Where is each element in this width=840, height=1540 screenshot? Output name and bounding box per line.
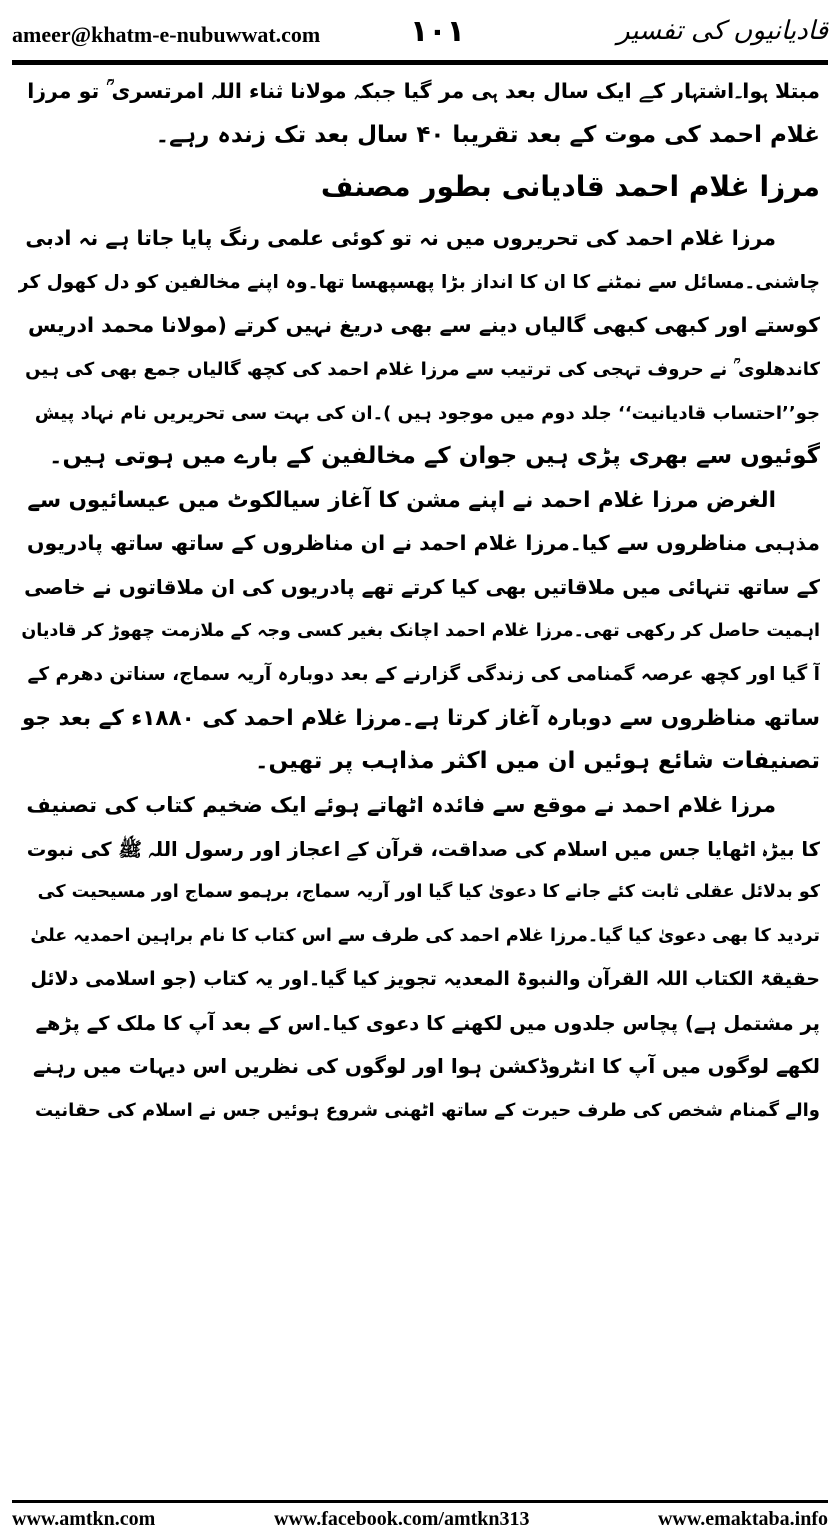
text-line: اہمیت حاصل کر رکھی تھی۔مرزا غلام احمد اچانک بغیر کسی وجہ کے ملازمت چھوڑ کر قادیان <box>21 620 820 641</box>
text-line: کے ساتھ تنہائی میں ملاقاتیں بھی کیا کرتے تھے پادریوں کی ان ملاقاتوں نے خاصی <box>24 574 820 599</box>
text-line: حقیقۃ الکتاب اللہ القرآن والنبوۃ المعدیہ تجویز کیا گیا۔اور یہ کتاب (جو اسلامی دلائل <box>30 968 820 991</box>
text-line: الغرض مرزا غلام احمد نے اپنے مشن کا آغاز سیالکوٹ میں عیسائیوں سے <box>27 487 776 513</box>
text-line: چاشنی۔مسائل سے نمٹنے کا ان کا انداز بڑا پھسپھسا تھا۔وہ اپنے مخالفین کو دل کھول کر <box>18 271 820 293</box>
page-body <box>18 70 820 1133</box>
section-heading: مرزا غلام احمد قادیانی بطور مصنف <box>320 170 820 204</box>
text-line: کاندھلوی ؒ نے حروف تہجی کی ترتیب سے مرزا غلام احمد کی کچھ گالیاں جمع بھی کی ہیں <box>25 358 820 380</box>
text-line: آ گیا اور کچھ عرصہ گمنامی کی زندگی گزارنے کے بعد دوبارہ آریہ سماج، سناتن دھرم کے <box>27 664 820 686</box>
footer-rule <box>12 1500 828 1503</box>
page-header <box>12 14 828 54</box>
book-title: قادیانیوں کی تفسیر <box>616 16 828 46</box>
footer-link-amtkn[interactable]: www.amtkn.com <box>12 1508 156 1530</box>
text-line: لکھے لوگوں میں آپ کا انٹروڈکشن ہوا اور لوگوں کی نظریں اس دیہات میں رہنے <box>33 1054 820 1079</box>
header-rule <box>12 60 828 65</box>
page-footer <box>12 1508 828 1536</box>
text-line: والے گمنام شخص کی طرف حیرت کے ساتھ اٹھنی شروع ہوئیں جس نے اسلام کی حقانیت <box>34 1100 820 1122</box>
text-line: کا بیڑہ اٹھایا جس میں اسلام کی صداقت، قرآن کے اعجاز اور رسول اللہ ﷺ کی نبوت <box>26 837 820 861</box>
text-line: مبتلا ہوا۔اشتہار کے ایک سال بعد ہی مر گیا جبکہ مولانا ثناء اللہ امرتسری ؒ تو مرزا <box>27 79 820 103</box>
text-line: گوئیوں سے بھری پڑی ہیں جوان کے مخالفین کے بارے میں ہوتی ہیں۔ <box>49 443 820 470</box>
text-line: غلام احمد کی موت کے بعد تقریبا ۴۰ سال بعد تک زندہ رہے۔ <box>155 121 820 148</box>
text-line: مرزا غلام احمد نے موقع سے فائدہ اٹھاتے ہوئے ایک ضخیم کتاب کی تصنیف <box>26 792 776 817</box>
text-line: مذہبی مناظروں سے کیا۔مرزا غلام احمد نے ان مناظروں کے ساتھ ساتھ پادریوں <box>27 531 820 556</box>
text-line: مرزا غلام احمد کی تحریروں میں نہ تو کوئی علمی رنگ پایا جاتا ہے نہ ادبی <box>25 226 776 251</box>
text-line: جو’’احتساب قادیانیت‘‘ جلد دوم میں موجود ہیں )۔ان کی بہت سی تحریریں نام نہاد پیش <box>34 402 820 424</box>
footer-link-emaktaba[interactable]: www.emaktaba.info <box>657 1508 828 1530</box>
text-line: پر مشتمل ہے) پچاس جلدوں میں لکھنے کا دعوی کیا۔اس کے بعد آپ کا ملک کے پڑھے <box>35 1011 820 1035</box>
footer-link-facebook[interactable]: www.facebook.com/amtkn313 <box>274 1508 530 1530</box>
text-line: کوستے اور کبھی کبھی گالیاں دینے سے بھی دریغ نہیں کرتے (مولانا محمد ادریس <box>28 313 820 338</box>
page-number: ۱۰۱ <box>410 14 465 49</box>
text-line: کو بدلائل عقلی ثابت کئے جانے کا دعویٰ کیا گیا اور آریہ سماج، برہمو سماج اور مسیحیت کی <box>37 882 820 903</box>
text-line: تصنیفات شائع ہوئیں ان میں اکثر مذاہب پر تھیں۔ <box>254 748 820 775</box>
text-line: ساتھ مناظروں سے دوبارہ آغاز کرتا ہے۔مرزا غلام احمد کی ۱۸۸۰ء کے بعد جو <box>22 705 820 731</box>
header-email: ameer@khatm-e-nubuwwat.com <box>12 22 321 47</box>
text-line: تردید کا بھی دعویٰ کیا گیا۔مرزا غلام احمد کی طرف سے اس کتاب کا نام براہین احمدیہ علیٰ <box>30 925 820 946</box>
